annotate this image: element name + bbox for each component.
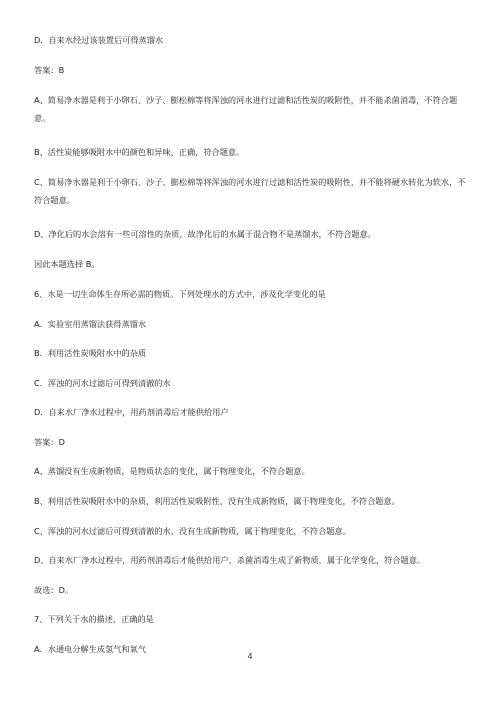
answer-line: 答案：B [34, 65, 65, 75]
explanation-line: D、自来水厂净水过程中，用药剂消毒后才能供给用户，杀菌消毒生成了新物质，属于化学变化，符合题意。 [34, 555, 426, 565]
explanation-line: B、活性炭能够吸附水中的颜色和异味，正确，符合题意。 [34, 147, 245, 157]
option-a: A．水通电分解生成氢气和氧气 [34, 644, 147, 654]
option-b: B．利用活性炭吸附水中的杂质 [34, 348, 147, 358]
option-a: A．实验室用蒸馏法获得蒸馏水 [34, 319, 147, 329]
conclusion-line: 故选：D。 [34, 585, 74, 595]
explanation-line: C、简易净水器是利于小卵石、沙子、膨松棉等将浑浊的河水进行过滤和活性炭的吸附性，并不能将硬水转化为软水，不符合题意。 [34, 177, 466, 205]
explanation-line: A、简易净水器是利于小卵石、沙子、膨松棉等将浑浊的河水进行过滤和活性炭的吸附性，并不能杀菌消毒，不符合题意。 [34, 95, 458, 123]
text-line: D．自来水经过该装置后可得蒸馏水 [34, 35, 164, 45]
explanation-line: D、净化后的水会溶有一些可溶性的杂质，故净化后的水属于混合物不是蒸馏水，不符合题意。 [34, 229, 376, 239]
answer-line: 答案：D [34, 437, 65, 447]
question-stem: 7、下列关于水的描述，正确的是 [34, 614, 154, 624]
conclusion-line: 因此本题选择 B。 [34, 259, 100, 269]
option-d: D．自来水厂净水过程中，用药剂消毒后才能供给用户 [34, 407, 229, 417]
page-number: 4 [247, 652, 253, 661]
option-c: C．浑浊的河水过滤后可得到清澈的水 [34, 378, 171, 388]
explanation-line: B、利用活性炭吸附水中的杂质，利用活性炭吸附性，没有生成新物质，属于物理变化，不符合题意。 [34, 496, 400, 506]
explanation-line: C、浑浊的河水过滤后可得到清澈的水，没有生成新物质，属于物理变化，不符合题意。 [34, 526, 351, 536]
question-stem: 6、水是一切生命体生存所必需的物质。下列处理水的方式中，涉及化学变化的是 [34, 289, 326, 299]
explanation-line: A、蒸馏没有生成新物质，是物质状态的变化，属于物理变化，不符合题意。 [34, 466, 310, 476]
